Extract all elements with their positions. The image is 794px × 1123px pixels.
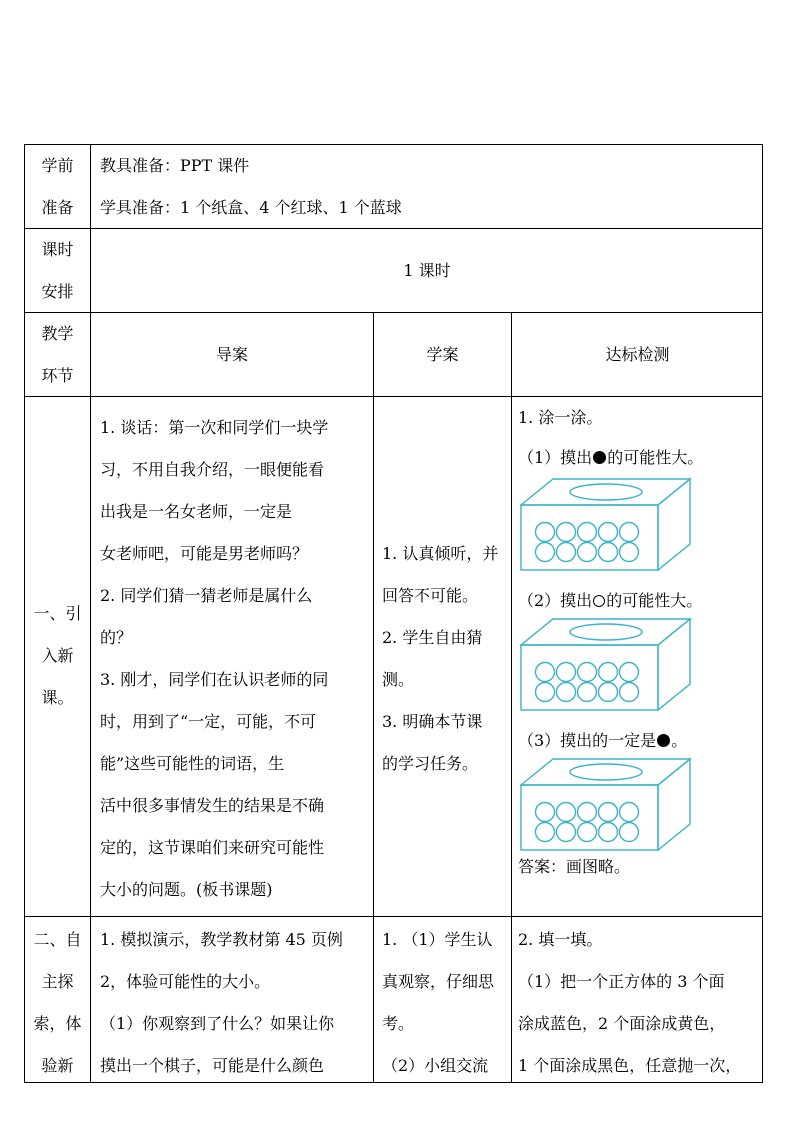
prep-label-cell <box>25 145 91 229</box>
section2-label-line3: 索，体 <box>33 1014 82 1033</box>
box-top-face <box>521 619 690 645</box>
check-line: 涂成蓝色，2 个面涂成黄色， <box>518 1014 726 1033</box>
check-line: 2. 填一填。 <box>518 930 603 949</box>
guide-line: （1）你观察到了什么？如果让你 <box>100 1014 335 1033</box>
student-tools: 学具准备：1 个纸盒、4 个红球、1 个蓝球 <box>100 198 402 217</box>
filled-circle-icon <box>657 734 670 747</box>
section-header-label-cell <box>25 313 91 397</box>
prep-label-line1: 学前 <box>41 156 74 175</box>
box-slot <box>570 484 642 500</box>
section2-check-cell <box>512 917 763 1083</box>
col-header-guide <box>91 313 374 397</box>
section-header-label-line1: 教学 <box>41 324 74 343</box>
schedule-label-line1: 课时 <box>41 240 74 259</box>
schedule-value-cell <box>91 229 763 313</box>
guide-line: 摸出一个棋子，可能是什么颜色 <box>100 1056 325 1075</box>
study-line: 真观察，仔细思 <box>382 972 495 991</box>
guide-line: 2. 同学们猜一猜老师是属什么 <box>100 586 313 605</box>
section1-label-line2: 入新 <box>41 646 74 665</box>
study-line: 考。 <box>382 1014 415 1033</box>
study-line: 的学习任务。 <box>382 754 479 773</box>
guide-line: 活中很多事情发生的结果是不确 <box>100 796 325 815</box>
schedule-label-line2: 安排 <box>41 282 74 301</box>
col-header-check-text: 达标检测 <box>605 345 670 364</box>
study-line: 3. 明确本节课 <box>382 712 483 731</box>
guide-line: 1. 模拟演示，教学教材第 45 页例 <box>100 930 343 949</box>
study-line: 1. （1）学生认 <box>382 930 493 949</box>
box-slot <box>570 624 642 640</box>
guide-line: 时，用到了“一定，可能，不可 <box>100 712 317 731</box>
section-header-label-line2: 环节 <box>41 366 74 385</box>
section1-study-cell <box>374 397 512 917</box>
section2-label-cell <box>25 917 91 1083</box>
check-q1-post: 的可能性大。 <box>607 448 704 467</box>
hollow-circle-icon <box>593 595 605 607</box>
section2-study-cell <box>374 917 512 1083</box>
section1-guide-cell <box>91 397 374 917</box>
filled-circle-icon <box>593 451 606 464</box>
guide-line: 能”这些可能性的词语，生 <box>100 754 285 773</box>
col-header-check <box>512 313 763 397</box>
schedule-value: 1 课时 <box>403 261 451 280</box>
check-q1 <box>518 437 763 477</box>
study-line: 回答不可能。 <box>382 586 479 605</box>
col-header-guide-text: 导案 <box>215 345 248 364</box>
check-line: 1 个面涂成黑色，任意抛一次， <box>518 1056 742 1075</box>
col-header-study <box>374 313 512 397</box>
schedule-label-cell <box>25 229 91 313</box>
guide-line: 大小的问题。(板书课题) <box>100 880 273 899</box>
ball-box-3 <box>520 757 692 853</box>
section1-label-line3: 课。 <box>41 688 74 707</box>
section1-check-cell <box>512 397 763 917</box>
prep-label-line2: 准备 <box>41 198 74 217</box>
ball-box-1 <box>520 477 692 573</box>
check-q1-pre: （1）摸出 <box>518 448 593 467</box>
ball-box-2 <box>520 617 692 713</box>
check-q3-post: 。 <box>671 731 688 750</box>
section1-label-line1: 一、引 <box>33 604 82 623</box>
box-top-face <box>521 759 690 785</box>
box-side-face <box>658 759 690 850</box>
section2-label-line2: 主探 <box>41 972 74 991</box>
study-line: 测。 <box>382 670 415 689</box>
guide-line: 3. 刚才，同学们在认识老师的同 <box>100 670 329 689</box>
check-q2-pre: （2）摸出 <box>518 591 593 610</box>
guide-line: 女老师吧，可能是男老师吗？ <box>100 544 309 563</box>
check-q3 <box>518 713 763 757</box>
lesson-plan-table <box>24 144 763 1083</box>
check-q2-post: 的可能性大。 <box>606 591 703 610</box>
section2-label-line1: 二、自 <box>33 930 82 949</box>
check-answer: 答案：画图略。 <box>518 857 631 876</box>
check-q2 <box>518 573 763 617</box>
box-top-face <box>521 479 690 505</box>
teaching-tools: 教具准备：PPT 课件 <box>100 156 250 175</box>
prep-content-cell <box>91 145 763 229</box>
col-header-study-text: 学案 <box>426 345 459 364</box>
guide-line: 习，不用自我介绍，一眼便能看 <box>100 460 325 479</box>
study-line: （2）小组交流 <box>382 1056 489 1075</box>
guide-line: 1. 谈话：第一次和同学们一块学 <box>100 418 329 437</box>
study-line: 1. 认真倾听，并 <box>382 544 499 563</box>
guide-line: 定的，这节课咱们来研究可能性 <box>100 838 325 857</box>
box-side-face <box>658 619 690 710</box>
section2-label-line4: 验新 <box>41 1056 74 1075</box>
guide-line: 2，体验可能性的大小。 <box>100 972 271 991</box>
guide-line: 出我是一名女老师，一定是 <box>100 502 293 521</box>
box-slot <box>570 764 642 780</box>
box-side-face <box>658 479 690 570</box>
guide-line: 的？ <box>100 628 133 647</box>
study-line: 2. 学生自由猜 <box>382 628 483 647</box>
section2-guide-cell <box>91 917 374 1083</box>
check-title: 1. 涂一涂。 <box>518 408 603 427</box>
check-q3-pre: （3）摸出的一定是 <box>518 731 657 750</box>
check-line: （1）把一个正方体的 3 个面 <box>518 972 725 991</box>
section1-label-cell <box>25 397 91 917</box>
